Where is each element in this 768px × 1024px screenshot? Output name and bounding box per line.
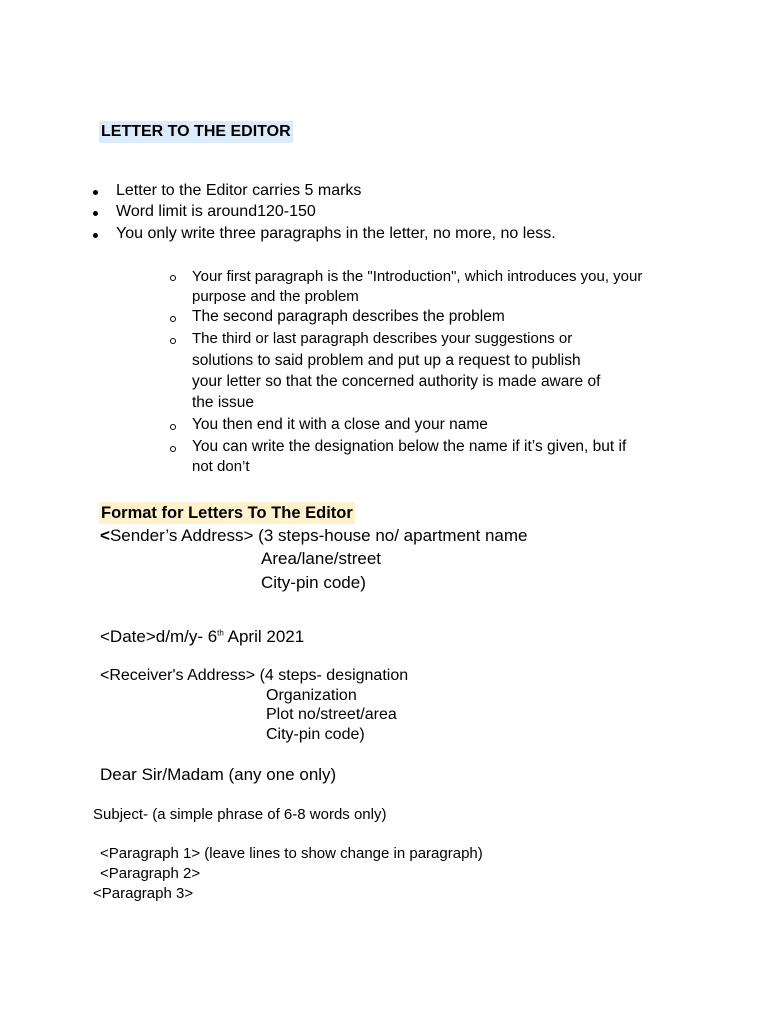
circle-bullet-icon [170, 424, 176, 430]
bullet-dot-icon [93, 190, 98, 195]
sender-bracket: < [100, 526, 110, 545]
date-prefix: <Date>d/m/y- 6 [100, 627, 218, 646]
receiver-address-line: Organization [266, 687, 357, 704]
bullet-dot-icon [93, 233, 98, 238]
circle-bullet-icon [170, 275, 176, 281]
circle-bullet-icon [170, 338, 176, 344]
sub-bullet-item: Your first paragraph is the "Introduction", which introduces you, your [192, 268, 643, 285]
sub-bullet-item-continuation: solutions to said problem and put up a request to publish [192, 352, 581, 369]
sender-address-line [100, 525, 527, 547]
sub-bullet-item: You can write the designation below the name if it’s given, but if [192, 438, 627, 455]
date-superscript: th [217, 628, 224, 638]
section-title: Format for Letters To The Editor [101, 504, 353, 522]
bullet-item: Letter to the Editor carries 5 marks [116, 182, 362, 199]
salutation: Dear Sir/Madam (any one only) [100, 765, 337, 784]
paragraph-line: <Paragraph 3> [93, 885, 194, 902]
bullet-item: You only write three paragraphs in the letter, no more, no less. [116, 225, 556, 242]
sender-address-line: Area/lane/street [261, 549, 382, 568]
receiver-address-line: <Receiver's Address> (4 steps- designation [100, 667, 409, 684]
bullet-item: Word limit is around120-150 [116, 203, 316, 220]
paragraph-line: <Paragraph 1> (leave lines to show change in paragraph) [100, 845, 483, 862]
sub-bullet-item-continuation: purpose and the problem [192, 288, 359, 305]
circle-bullet-icon [170, 446, 176, 452]
sender-address-text: Sender’s Address> (3 steps-house no/ apartment name [109, 526, 528, 545]
sub-bullet-item: The second paragraph describes the problem [192, 308, 505, 325]
circle-bullet-icon [170, 316, 176, 322]
sub-bullet-item: You then end it with a close and your name [192, 416, 488, 433]
paragraph-line: <Paragraph 2> [100, 865, 201, 882]
subject-line: Subject- (a simple phrase of 6-8 words only) [93, 806, 387, 823]
page-title: LETTER TO THE EDITOR [99, 121, 293, 143]
sender-address-line: City-pin code) [261, 573, 366, 592]
sub-bullet-item-continuation: the issue [192, 394, 255, 411]
sub-bullet-item: The third or last paragraph describes your suggestions or [192, 330, 573, 347]
receiver-address-line: City-pin code) [266, 726, 365, 743]
sub-bullet-item-continuation: your letter so that the concerned authority is made aware of [192, 373, 601, 390]
receiver-address-line: Plot no/street/area [266, 706, 397, 723]
date-suffix: April 2021 [223, 627, 305, 646]
sub-bullet-item-continuation: not don’t [192, 458, 250, 475]
bullet-dot-icon [93, 211, 98, 216]
date-line [100, 626, 304, 648]
